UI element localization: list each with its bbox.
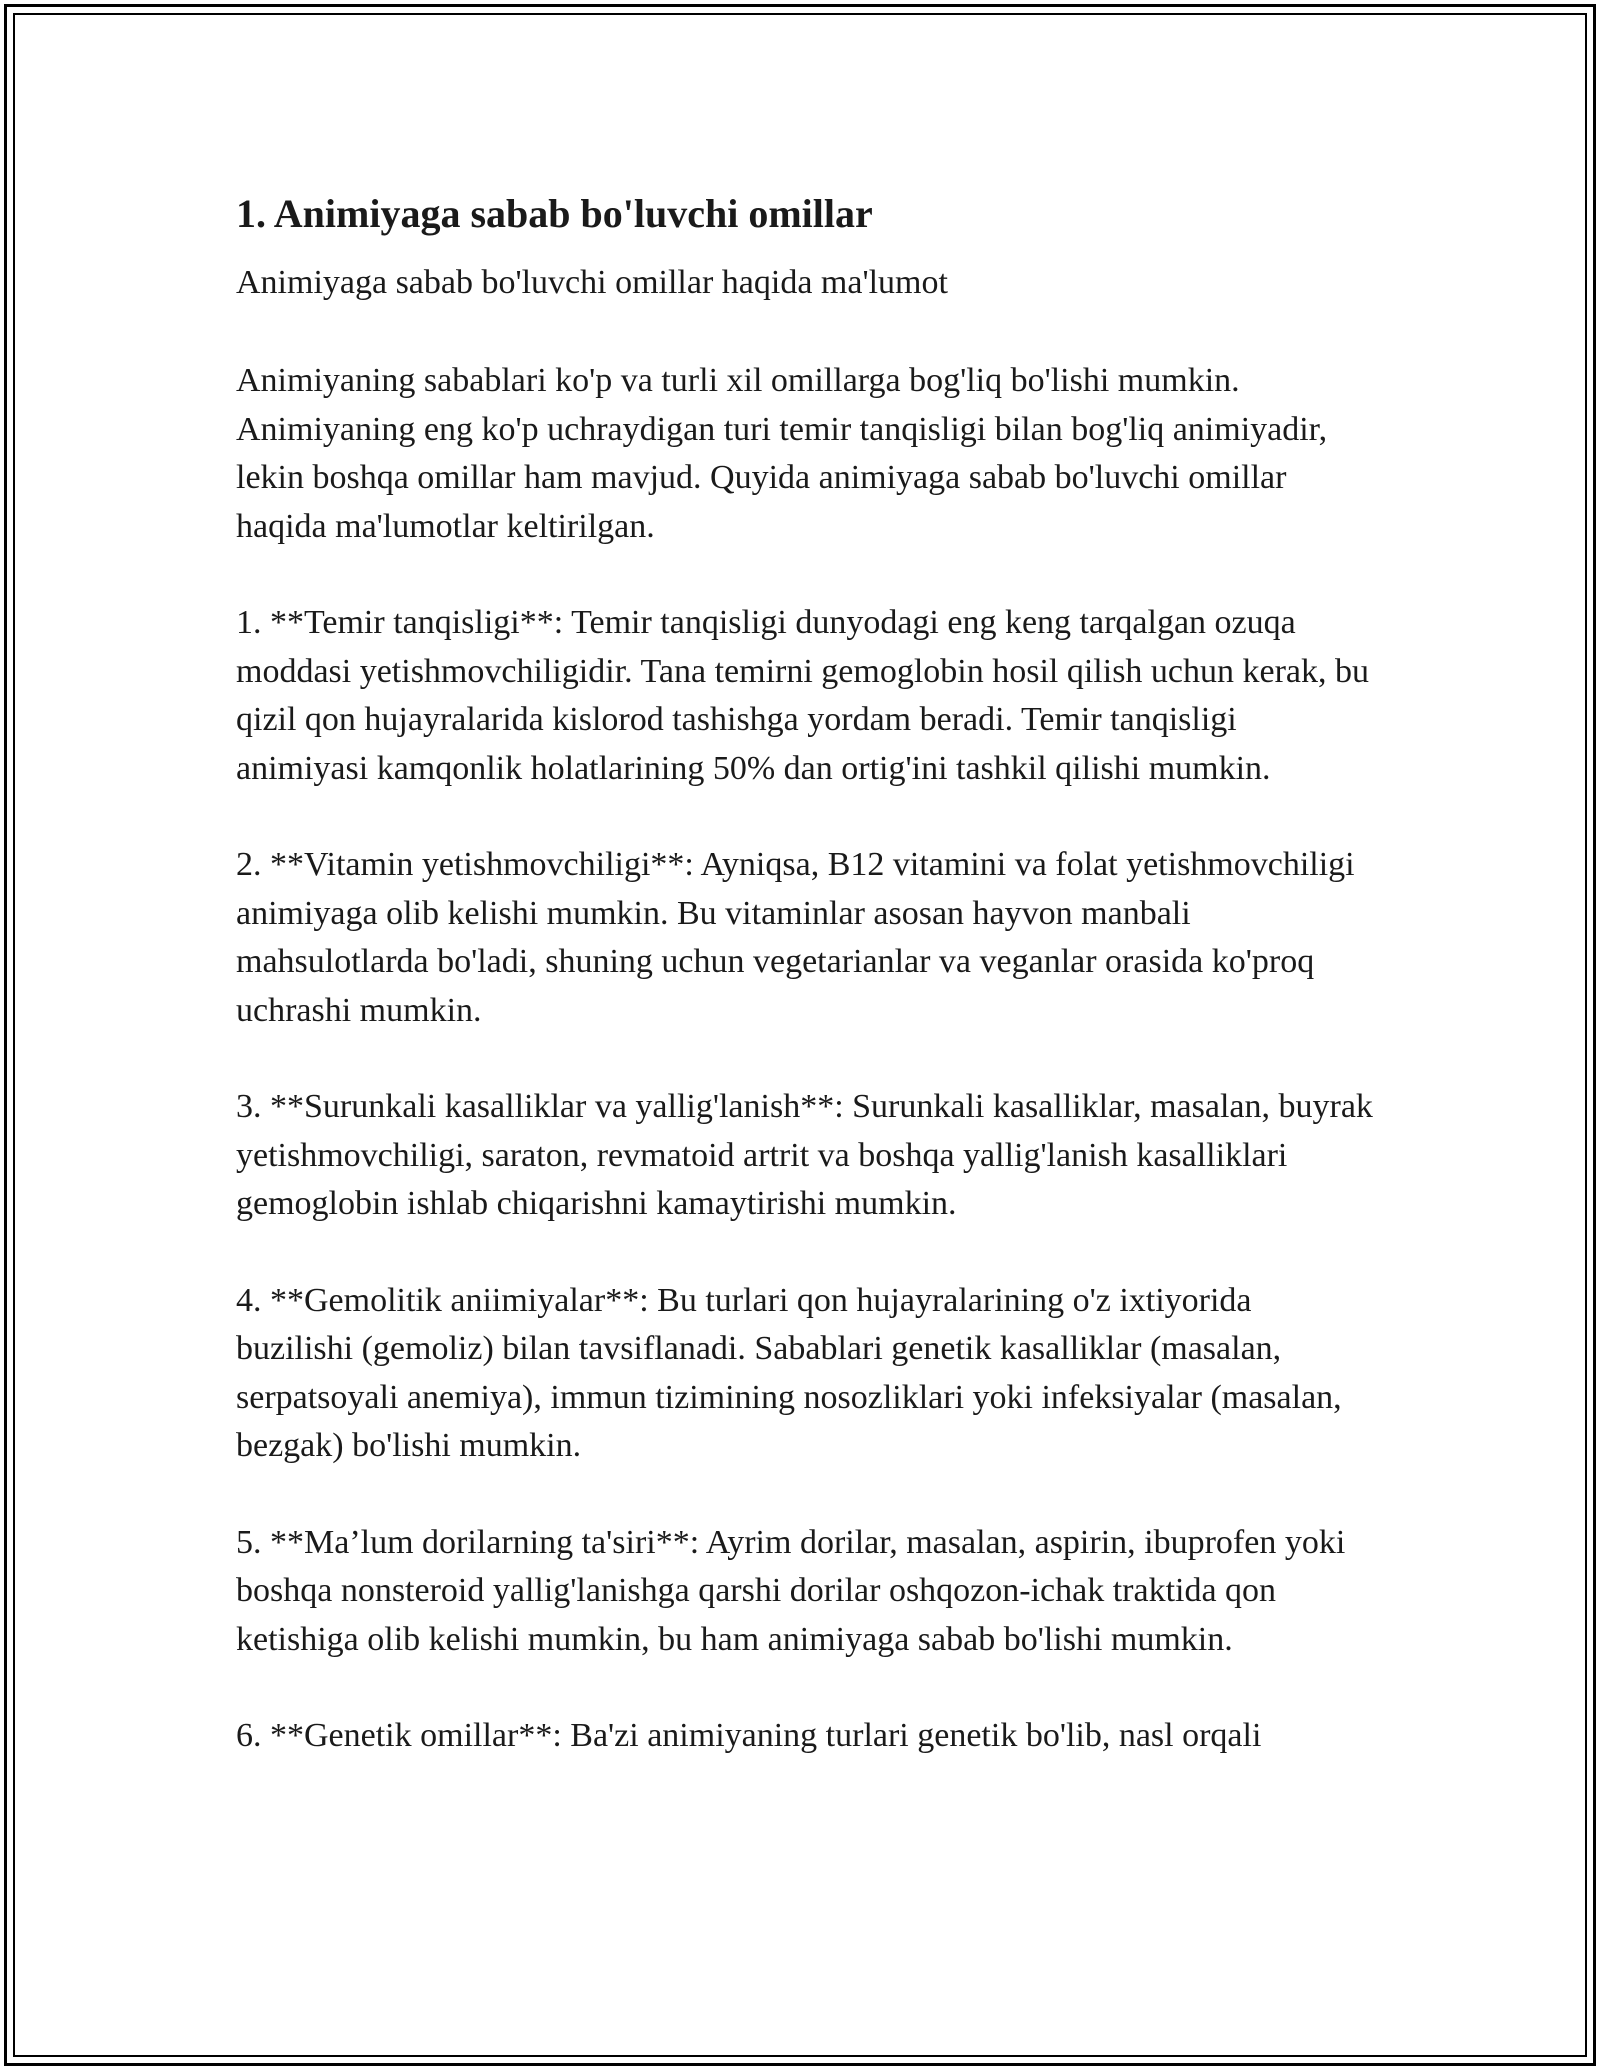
list-item-medications: 5. **Ma’lum dorilarning ta'siri**: Ayrim dorilar, masalan, aspirin, ibuprofen yoki boshqa nonsteroid yallig'lanishga qarshi dorilar oshqozon-ichak traktida qon ketishiga olib kelishi mumkin, bu ham animiyaga sabab bo'lishi mumkin. bbox=[236, 1523, 1346, 1658]
intro-paragraph: Animiyaning sabablari ko'p va turli xil omillarga bog'liq bo'lishi mumkin. Animiyaning eng ko'p uchraydigan turi temir tanqisligi bilan bog'liq animiyadir, lekin boshqa omillar ham mavjud. Quyida animiyaga sabab bo'luvchi omillar haqida ma'lumotlar keltirilgan. bbox=[236, 362, 1328, 545]
list-item-iron-deficiency: 1. **Temir tanqisligi**: Temir tanqisligi dunyodagi eng keng tarqalgan ozuqa moddasi yetishmovchiligidir. Tana temirni gemoglobin hosil qilish uchun kerak, bu qizil qon hujayralarida kislorod tashishga yordam beradi. Temir tanqisligi animiyasi kamqonlik holatlarining 50% dan ortig'ini tashkil qilishi mumkin. bbox=[236, 604, 1370, 787]
list-item-genetic-factors: 6. **Genetik omillar**: Ba'zi animiyaning turlari genetik bo'lib, nasl orqali bbox=[236, 1717, 1262, 1754]
list-item-hemolytic-anemias: 4. **Gemolitik aniimiyalar**: Bu turlari qon hujayralarining o'z ixtiyorida buzilishi (gemoliz) bilan tavsiflanadi. Sabablari genetik kasalliklar (masalan, serpatsoyali anemiya), immun tizimining nosozliklari yoki infeksiyalar (masalan, bezgak) bo'lishi mumkin. bbox=[236, 1281, 1342, 1464]
document-subtitle: Animiyaga sabab bo'luvchi omillar haqida ma'lumot bbox=[236, 264, 948, 301]
document-title: 1. Animiyaga sabab bo'luvchi omillar bbox=[236, 191, 873, 236]
document-body bbox=[236, 185, 1376, 1761]
list-item-chronic-diseases: 3. **Surunkali kasalliklar va yallig'lanish**: Surunkali kasalliklar, masalan, buyrak yetishmovchiligi, saraton, revmatoid artrit va boshqa yallig'lanish kasalliklari gemoglobin ishlab chiqarishni kamaytirishi mumkin. bbox=[236, 1088, 1373, 1222]
list-item-vitamin-deficiency: 2. **Vitamin yetishmovchiligi**: Ayniqsa, B12 vitamini va folat yetishmovchiligi animiyaga olib kelishi mumkin. Bu vitaminlar asosan hayvon manbali mahsulotlarda bo'ladi, shuning uchun vegetarianlar va veganlar orasida ko'proq uchrashi mumkin. bbox=[236, 846, 1355, 1029]
